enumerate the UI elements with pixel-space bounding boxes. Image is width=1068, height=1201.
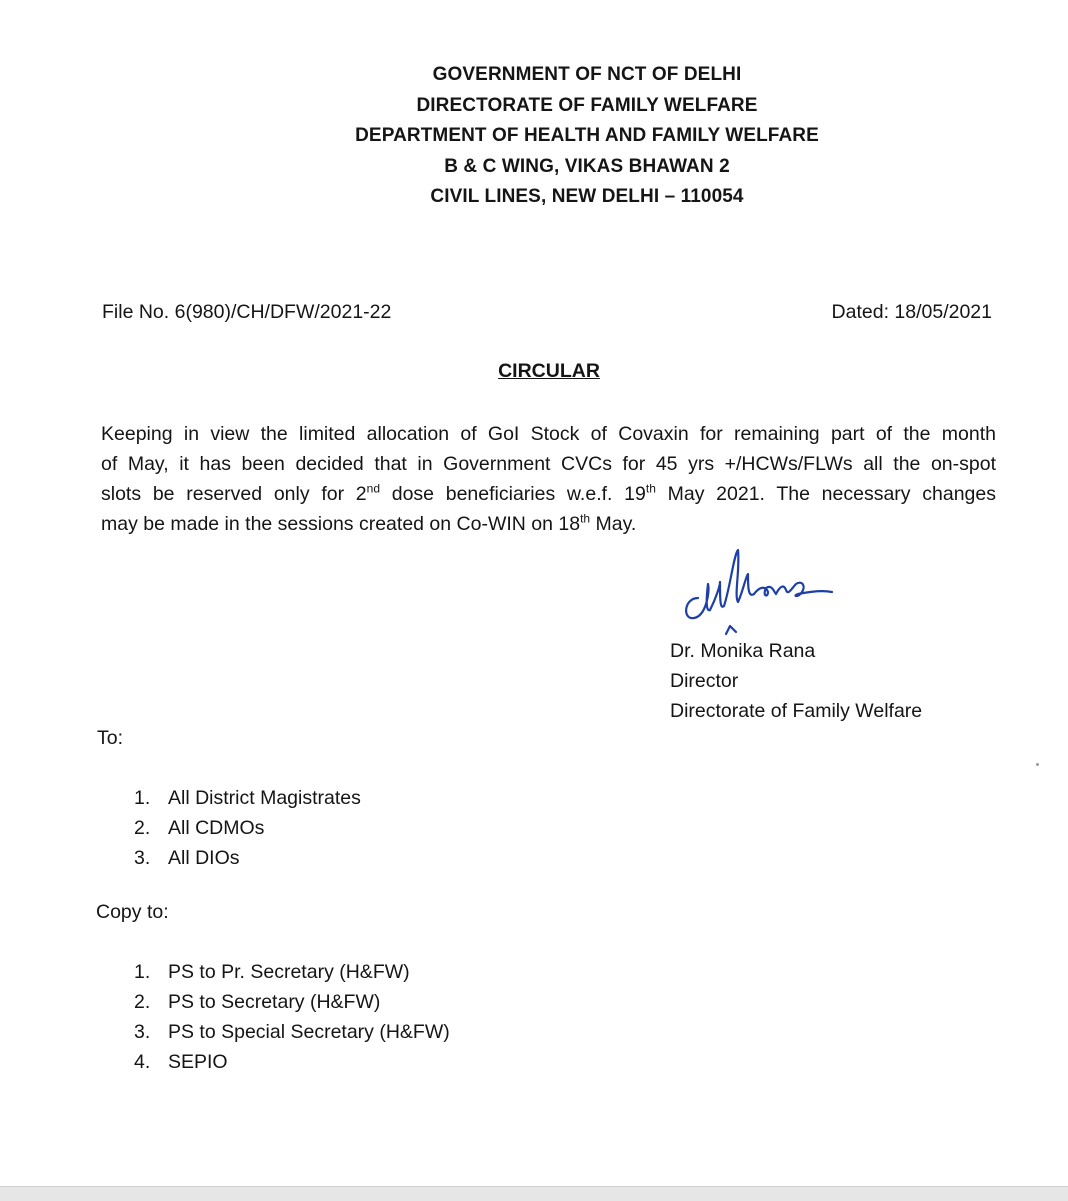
list-item: 2. All CDMOs <box>134 817 265 839</box>
body-line-1: Keeping in view the limited allocation of GoI Stock of Covaxin for remaining part of the month <box>101 423 996 445</box>
date: Dated: 18/05/2021 <box>831 301 992 323</box>
letterhead-line-address: CIVIL LINES, NEW DELHI – 110054 <box>430 186 744 207</box>
signature-stroke-m <box>686 550 754 618</box>
list-item: 2. PS to Secretary (H&FW) <box>134 991 381 1013</box>
signature-stroke-rest <box>754 583 832 596</box>
list-item: 4. SEPIO <box>134 1051 228 1073</box>
to-label: To: <box>97 727 124 749</box>
body-line-3: slots be reserved only for 2nd dose beneficiaries w.e.f. 19th May 2021. The necessary changes <box>101 481 996 505</box>
body-line-4: may be made in the sessions created on Co-WIN on 18th May. <box>101 511 637 535</box>
signature <box>676 540 846 640</box>
list-item: 1. PS to Pr. Secretary (H&FW) <box>134 961 410 983</box>
file-number: File No. 6(980)/CH/DFW/2021-22 <box>102 301 392 323</box>
list-item: 3. PS to Special Secretary (H&FW) <box>134 1021 450 1043</box>
to-list <box>134 783 361 873</box>
letterhead <box>0 60 1068 213</box>
signatory-designation: Director <box>670 670 739 692</box>
bottom-edge <box>0 1186 1068 1201</box>
signatory-block <box>670 636 922 726</box>
letterhead-line-directorate: DIRECTORATE OF FAMILY WELFARE <box>416 94 758 116</box>
signatory-name: Dr. Monika Rana <box>670 640 816 662</box>
letterhead-line-wing: B & C WING, VIKAS BHAWAN 2 <box>444 155 730 177</box>
list-item: 1. All District Magistrates <box>134 787 361 809</box>
body-line-2: of May, it has been decided that in Government CVCs for 45 yrs +/HCWs/FLWs all the on-spot <box>101 453 996 475</box>
circular-body <box>101 419 996 539</box>
signatory-office: Directorate of Family Welfare <box>670 700 923 722</box>
copy-to-list <box>134 957 450 1077</box>
letterhead-line-department: DEPARTMENT OF HEALTH AND FAMILY WELFARE <box>355 125 819 146</box>
list-item: 3. All DIOs <box>134 847 240 869</box>
document-title: CIRCULAR <box>498 360 600 382</box>
letterhead-line-government: GOVERNMENT OF NCT OF DELHI <box>432 64 742 85</box>
copy-to-label: Copy to: <box>96 901 169 923</box>
signature-tick <box>726 626 736 634</box>
scan-speck <box>1036 763 1039 766</box>
